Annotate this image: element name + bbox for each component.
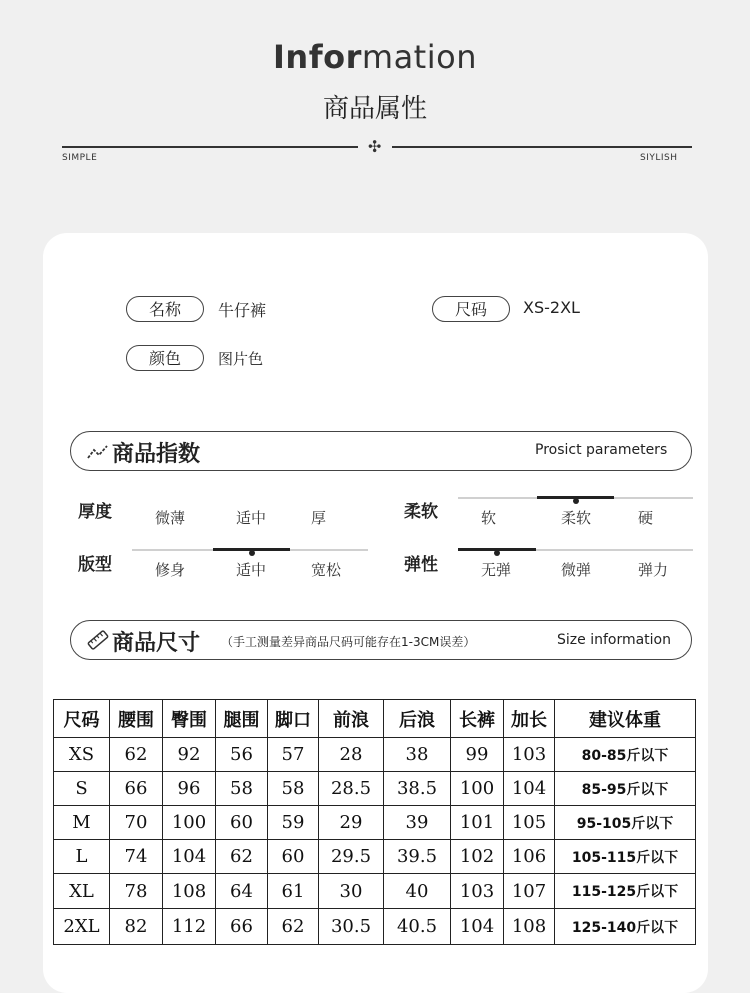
table-cell: 96 xyxy=(163,772,216,806)
attribute-value-color: 图片色 xyxy=(218,350,264,368)
attribute-label-size: 尺码 xyxy=(432,296,510,322)
table-cell: 103 xyxy=(451,874,504,909)
header-left-label: SIMPLE xyxy=(62,153,98,163)
table-cell: 66 xyxy=(110,772,163,806)
param-selected-dot xyxy=(494,550,500,556)
table-header-cell: 腰围 xyxy=(110,700,163,738)
page-subtitle: 商品属性 xyxy=(322,94,427,124)
table-cell: 30.5 xyxy=(319,909,384,945)
param-option: 硬 xyxy=(638,509,654,527)
attribute-value-name: 牛仔裤 xyxy=(218,301,267,320)
attribute-value-size: XS-2XL xyxy=(523,298,580,317)
table-row xyxy=(54,738,696,772)
table-cell: 2XL xyxy=(54,909,110,945)
table-cell: XL xyxy=(54,874,110,909)
size-section-subtitle: Size information xyxy=(557,632,671,648)
table-row xyxy=(54,874,696,909)
param-option-selected: 无弹 xyxy=(481,561,512,579)
table-header-cell: 后浪 xyxy=(384,700,451,738)
table-cell: 108 xyxy=(504,909,555,945)
table-cell: 74 xyxy=(110,840,163,874)
param-option: 软 xyxy=(481,509,497,527)
page-title xyxy=(0,38,750,76)
table-cell: L xyxy=(54,840,110,874)
table-cell: 62 xyxy=(110,738,163,772)
table-cell: 104 xyxy=(451,909,504,945)
table-cell: 60 xyxy=(216,806,268,840)
ruler-icon xyxy=(86,629,110,655)
title-rest: mation xyxy=(361,38,477,76)
table-cell: 95-105斤以下 xyxy=(555,806,696,840)
table-cell: 29.5 xyxy=(319,840,384,874)
table-cell: 39.5 xyxy=(384,840,451,874)
param-label-elasticity: 弹性 xyxy=(404,555,438,575)
header-divider-right xyxy=(392,146,692,148)
title-bold: Infor xyxy=(273,38,362,76)
param-option: 微弹 xyxy=(561,561,592,579)
table-cell: 99 xyxy=(451,738,504,772)
table-cell: 66 xyxy=(216,909,268,945)
param-label-softness: 柔软 xyxy=(404,502,438,522)
table-cell: 112 xyxy=(163,909,216,945)
table-cell: 64 xyxy=(216,874,268,909)
param-option-selected: 适中 xyxy=(236,509,267,527)
table-cell: M xyxy=(54,806,110,840)
index-section-title: 商品指数 xyxy=(112,442,201,467)
table-cell: 28.5 xyxy=(319,772,384,806)
table-cell: 105-115斤以下 xyxy=(555,840,696,874)
param-option: 厚 xyxy=(311,509,327,527)
table-cell: 85-95斤以下 xyxy=(555,772,696,806)
param-selected-dot xyxy=(573,498,579,504)
table-cell: 80-85斤以下 xyxy=(555,738,696,772)
param-selected-dot xyxy=(249,550,255,556)
table-cell: 61 xyxy=(268,874,319,909)
table-cell: 106 xyxy=(504,840,555,874)
table-cell: 56 xyxy=(216,738,268,772)
table-cell: 82 xyxy=(110,909,163,945)
param-option: 微薄 xyxy=(155,509,186,527)
table-cell: 62 xyxy=(216,840,268,874)
param-option: 修身 xyxy=(155,561,186,579)
cross-ornament-icon: ✣ xyxy=(368,137,382,156)
param-option: 弹力 xyxy=(638,561,669,579)
table-row xyxy=(54,806,696,840)
table-cell: 57 xyxy=(268,738,319,772)
table-cell: 103 xyxy=(504,738,555,772)
table-cell: 58 xyxy=(216,772,268,806)
param-label-fit: 版型 xyxy=(78,555,112,575)
table-header-cell: 建议体重 xyxy=(555,700,696,738)
table-header-cell: 臀围 xyxy=(163,700,216,738)
table-cell: 104 xyxy=(163,840,216,874)
table-header-cell: 加长 xyxy=(504,700,555,738)
table-header-cell: 前浪 xyxy=(319,700,384,738)
param-option-selected: 适中 xyxy=(236,561,267,579)
trend-line-icon xyxy=(86,442,110,466)
attribute-label-color: 颜色 xyxy=(126,345,204,371)
table-cell: 60 xyxy=(268,840,319,874)
table-cell: 28 xyxy=(319,738,384,772)
param-option-selected: 柔软 xyxy=(561,509,592,527)
table-header-row xyxy=(54,700,696,738)
table-header-cell: 尺码 xyxy=(54,700,110,738)
param-label-thickness: 厚度 xyxy=(78,502,112,522)
index-section-subtitle: Prosict parameters xyxy=(535,442,668,458)
table-cell: S xyxy=(54,772,110,806)
table-cell: 58 xyxy=(268,772,319,806)
header-divider-left xyxy=(62,146,358,148)
table-row xyxy=(54,909,696,945)
table-cell: 59 xyxy=(268,806,319,840)
table-cell: 40.5 xyxy=(384,909,451,945)
table-cell: 78 xyxy=(110,874,163,909)
table-row xyxy=(54,772,696,806)
table-cell: 70 xyxy=(110,806,163,840)
param-option: 宽松 xyxy=(311,561,342,579)
table-cell: 104 xyxy=(504,772,555,806)
table-cell: 100 xyxy=(451,772,504,806)
table-cell: 92 xyxy=(163,738,216,772)
size-section-title: 商品尺寸 xyxy=(112,631,201,656)
table-cell: 108 xyxy=(163,874,216,909)
table-cell: XS xyxy=(54,738,110,772)
table-cell: 62 xyxy=(268,909,319,945)
table-header-cell: 腿围 xyxy=(216,700,268,738)
table-cell: 115-125斤以下 xyxy=(555,874,696,909)
table-cell: 30 xyxy=(319,874,384,909)
table-cell: 102 xyxy=(451,840,504,874)
table-cell: 29 xyxy=(319,806,384,840)
header-right-label: SIYLISH xyxy=(640,153,678,163)
table-header-cell: 脚口 xyxy=(268,700,319,738)
table-header-cell: 长裤 xyxy=(451,700,504,738)
table-cell: 105 xyxy=(504,806,555,840)
table-cell: 107 xyxy=(504,874,555,909)
table-cell: 100 xyxy=(163,806,216,840)
attribute-label-name: 名称 xyxy=(126,296,204,322)
table-cell: 101 xyxy=(451,806,504,840)
table-cell: 40 xyxy=(384,874,451,909)
table-row xyxy=(54,840,696,874)
table-cell: 38 xyxy=(384,738,451,772)
size-section-note: （手工测量差异商品尺码可能存在1-3CM误差） xyxy=(221,635,476,649)
table-cell: 38.5 xyxy=(384,772,451,806)
table-cell: 39 xyxy=(384,806,451,840)
size-table xyxy=(53,699,696,945)
table-cell: 125-140斤以下 xyxy=(555,909,696,945)
